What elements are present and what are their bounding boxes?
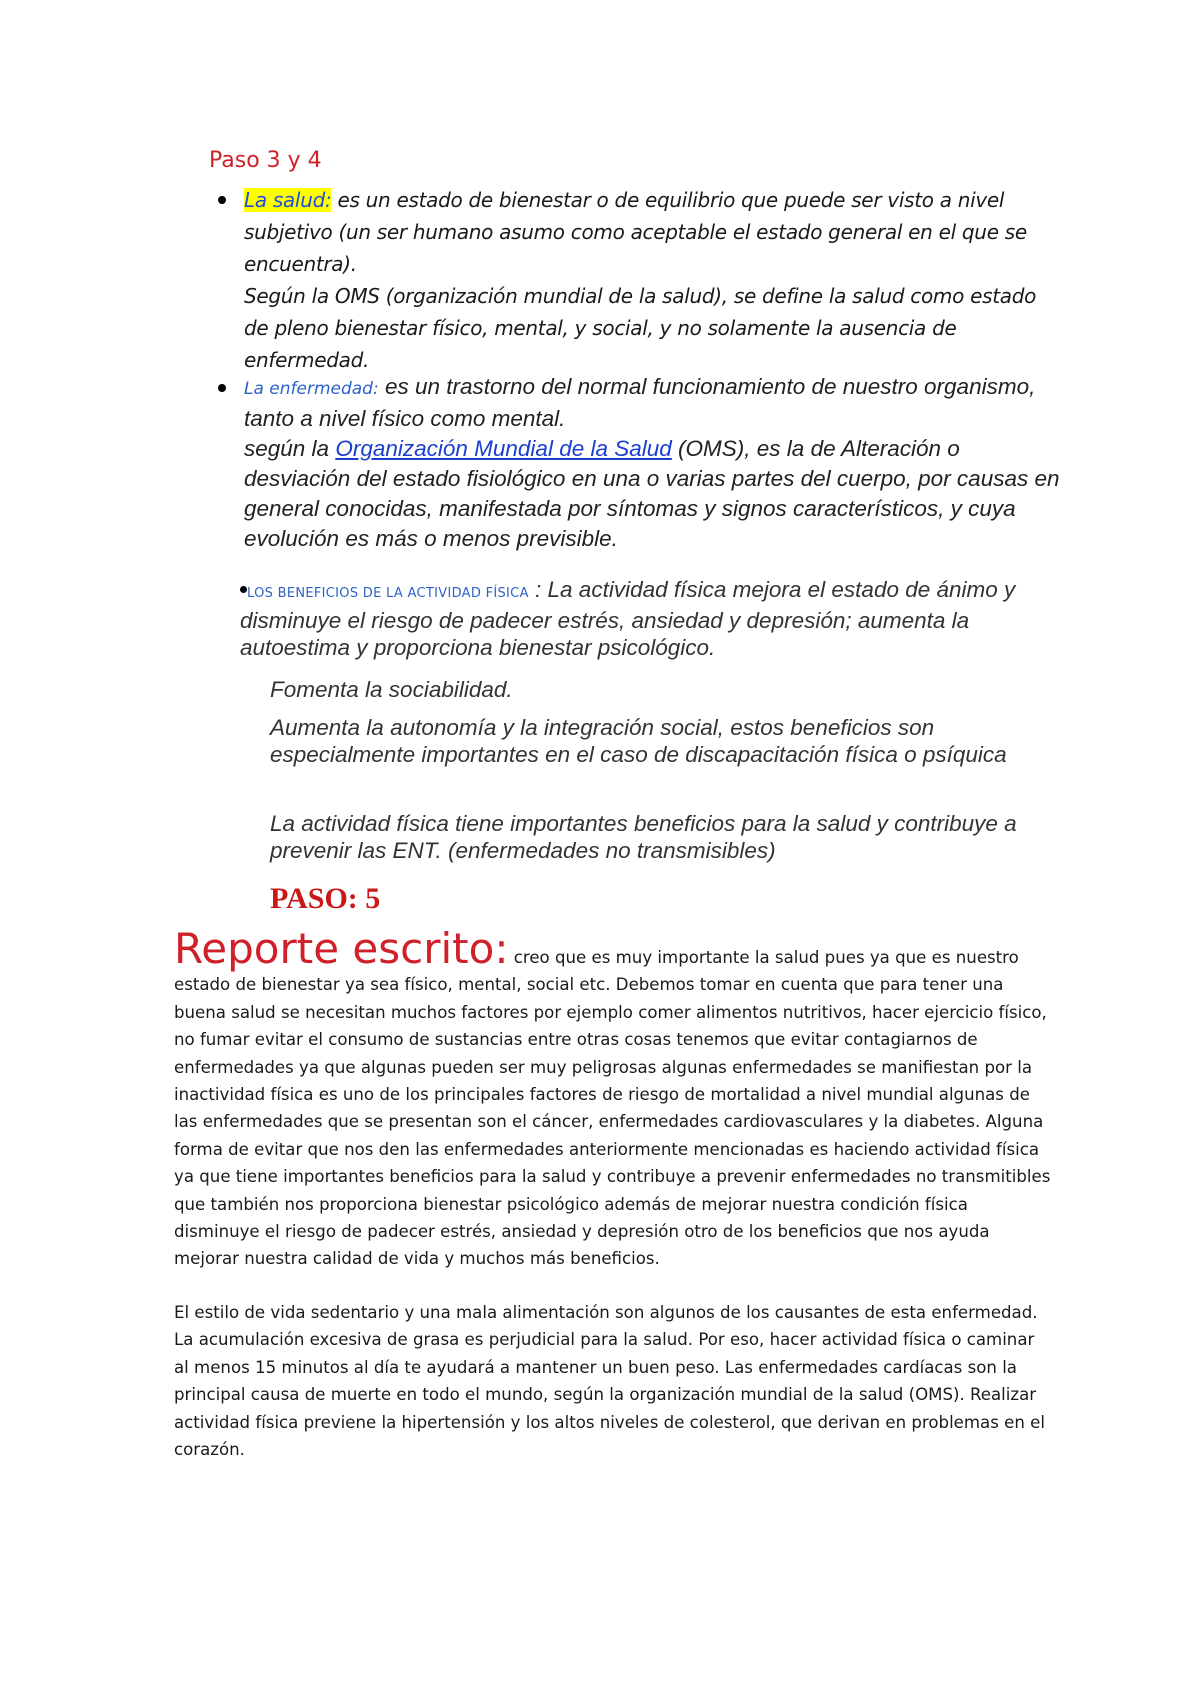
- section-heading-paso-5: PASO: 5: [270, 882, 381, 915]
- beneficios-colon: :: [528, 577, 548, 602]
- enfermedad-term: La enfermedad:: [244, 379, 379, 399]
- reporte-paragraph-1: [174, 924, 1054, 1273]
- oms-link[interactable]: Organización Mundial de la Salud: [335, 436, 672, 461]
- enfermedad-definition: es un trastorno del normal funcionamiento de nuestro organismo, tanto a nivel físico como mental.: [244, 374, 1036, 431]
- salud-paragraph: [244, 184, 1064, 376]
- enfermedad-oms-definition: (OMS), es la de Alteración o desviación del estado fisiológico en una o varias partes del cuerpo, por causas en general conocidas, manifestada por síntomas y signos característicos, y cuya evolución es más o menos previsible.: [244, 436, 1060, 551]
- beneficios-term: LOS BENEFICIOS DE LA ACTIVIDAD FÍSICA: [247, 586, 529, 601]
- beneficios-paragraph: [240, 576, 1080, 661]
- section-heading-paso-3-4: Paso 3 y 4: [209, 148, 322, 173]
- reporte-escrito-section: [174, 924, 1054, 1463]
- bullet-dot: [218, 384, 226, 392]
- beneficios-text: La actividad física mejora el estado de ánimo y disminuye el riesgo de padecer estrés, ansiedad y depresión; aumenta la autoestima y proporciona bienestar psicológico.: [240, 577, 1016, 660]
- reporte-text-1: creo que es muy importante la salud pues ya que es nuestro estado de bienestar ya sea físico, mental, social etc. Debemos tomar en cuenta que para tener una buena salud se necesitan muchos factores por ejemplo comer alimentos nutritivos, hacer ejercicio físico, no fumar evitar el consumo de sustancias entre otras cosas tenemos que evitar contagiarnos de enfermedades ya que algunas pueden ser muy peligrosas algunas enfermedades se manifiestan por la inactividad física es uno de los principales factores de riesgo de mortalidad a nivel mundial algunas de las enfermedades que se presentan son el cáncer, enfermedades cardiovasculares y la diabetes. Alguna forma de evitar que nos den las enfermedades anteriormente mencionadas es haciendo actividad física ya que tiene importantes beneficios para la salud y contribuye a prevenir enfermedades no transmitibles que también nos proporciona bienestar psicológico además de mejorar nuestra condición física disminuye el riesgo de padecer estrés, ansiedad y depresión otro de los beneficios que nos ayuda mejorar nuestra calidad de vida y muchos más beneficios.: [174, 948, 1051, 1269]
- bullet-dot: [240, 586, 247, 593]
- beneficios-ent: La actividad física tiene importantes beneficios para la salud y contribuye a prevenir las ENT. (enfermedades no transmisibles): [270, 811, 1017, 863]
- reporte-title: Reporte escrito:: [174, 924, 509, 973]
- bullet-dot: [218, 196, 226, 204]
- reporte-paragraph-2: El estilo de vida sedentario y una mala alimentación son algunos de los causantes de esta enfermedad. La acumulación excesiva de grasa es perjudicial para la salud. Por eso, hacer actividad física o caminar al menos 15 minutos al día te ayudará a mantener un buen peso. Las enfermedades cardíacas son la principal causa de muerte en todo el mundo, según la organización mundial de la salud (OMS). Realizar actividad física previene la hipertensión y los altos niveles de colesterol, que derivan en problemas en el corazón.: [174, 1302, 1045, 1459]
- enfermedad-oms-prefix: según la: [244, 436, 336, 461]
- beneficios-sociabilidad: Fomenta la sociabilidad.: [270, 677, 513, 702]
- enfermedad-paragraph: [244, 372, 1064, 554]
- salud-oms-definition: Según la OMS (organización mundial de la salud), se define la salud como estado de pleno bienestar físico, mental, y social, y no solamente la ausencia de enfermedad.: [244, 284, 1037, 372]
- salud-term: La salud:: [244, 188, 332, 212]
- beneficios-autonomia: Aumenta la autonomía y la integración social, estos beneficios son especialmente importantes en el caso de discapacitación física o psíquica: [270, 715, 1007, 767]
- salud-definition: es un estado de bienestar o de equilibrio que puede ser visto a nivel subjetivo (un ser humano asumo como aceptable el estado general en el que se encuentra).: [244, 188, 1027, 276]
